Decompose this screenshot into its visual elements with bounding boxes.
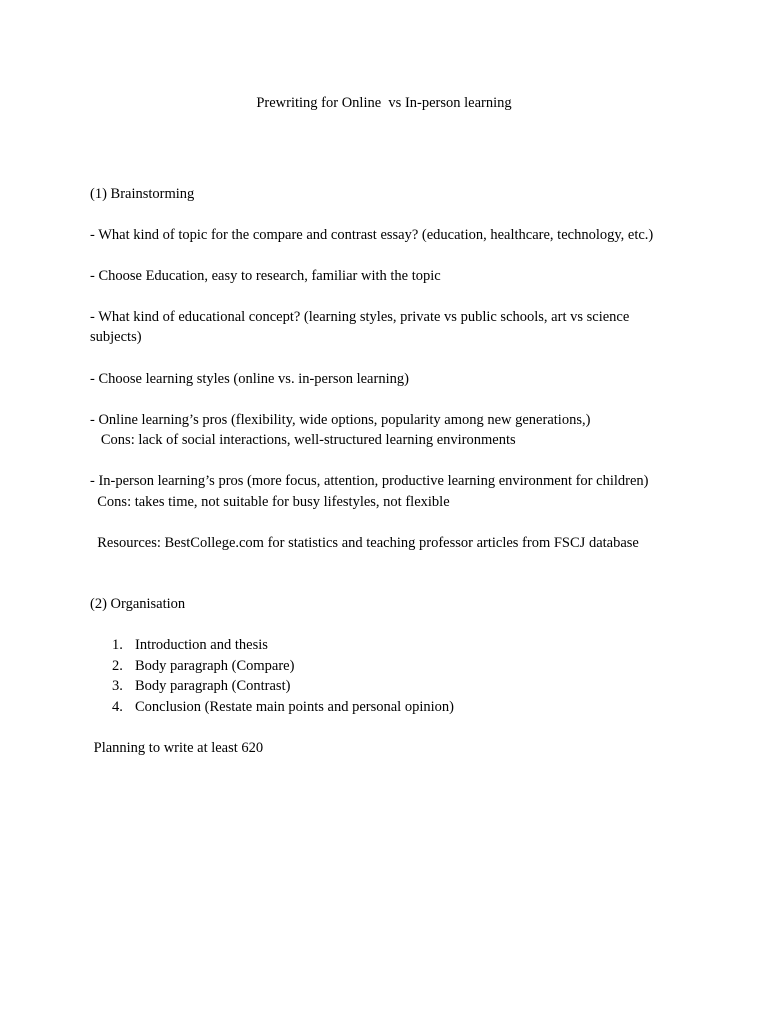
- inperson-cons-line: Cons: takes time, not suitable for busy lifestyles, not flexible: [90, 494, 450, 510]
- resources-line: Resources: BestCollege.com for statistics and teaching professor articles from FSCJ database: [90, 535, 639, 551]
- inperson-pros-line: - In-person learning’s pros (more focus, attention, productive learning environment for children): [90, 473, 649, 489]
- outline-list: [112, 635, 454, 717]
- brainstorm-question-topic: - What kind of topic for the compare and contrast essay? (education, healthcare, technology, etc.): [90, 227, 654, 243]
- brainstorm-question-concept-line2: subjects): [90, 329, 142, 345]
- online-cons-line: Cons: lack of social interactions, well-structured learning environments: [90, 432, 516, 448]
- brainstorm-answer-topic: - Choose Education, easy to research, familiar with the topic: [90, 268, 441, 284]
- outline-item: [112, 656, 454, 677]
- outline-item: [112, 635, 454, 656]
- online-pros-line: - Online learning’s pros (flexibility, wide options, popularity among new generations,): [90, 412, 591, 428]
- planning-note: Planning to write at least 620: [90, 740, 264, 756]
- outline-item-text: Body paragraph (Contrast): [135, 678, 291, 694]
- brainstorm-answer-concept: - Choose learning styles (online vs. in-person learning): [90, 371, 409, 387]
- outline-item-number: 1.: [112, 637, 123, 653]
- section-heading-brainstorming: (1) Brainstorming: [90, 186, 195, 202]
- outline-item-number: 2.: [112, 657, 123, 674]
- outline-item-number: 3.: [112, 678, 123, 694]
- outline-item: [112, 697, 454, 718]
- outline-item-text: Body paragraph (Compare): [135, 657, 295, 674]
- document-title: Prewriting for Online vs In-person learning: [256, 95, 512, 111]
- outline-item-number: 4.: [112, 698, 123, 715]
- outline-item-text: Conclusion (Restate main points and personal opinion): [135, 698, 454, 715]
- outline-item-text: Introduction and thesis: [135, 637, 268, 653]
- section-heading-organisation: (2) Organisation: [90, 596, 186, 612]
- outline-item: [112, 676, 454, 697]
- brainstorm-question-concept-line1: - What kind of educational concept? (learning styles, private vs public schools, art vs science: [90, 309, 630, 325]
